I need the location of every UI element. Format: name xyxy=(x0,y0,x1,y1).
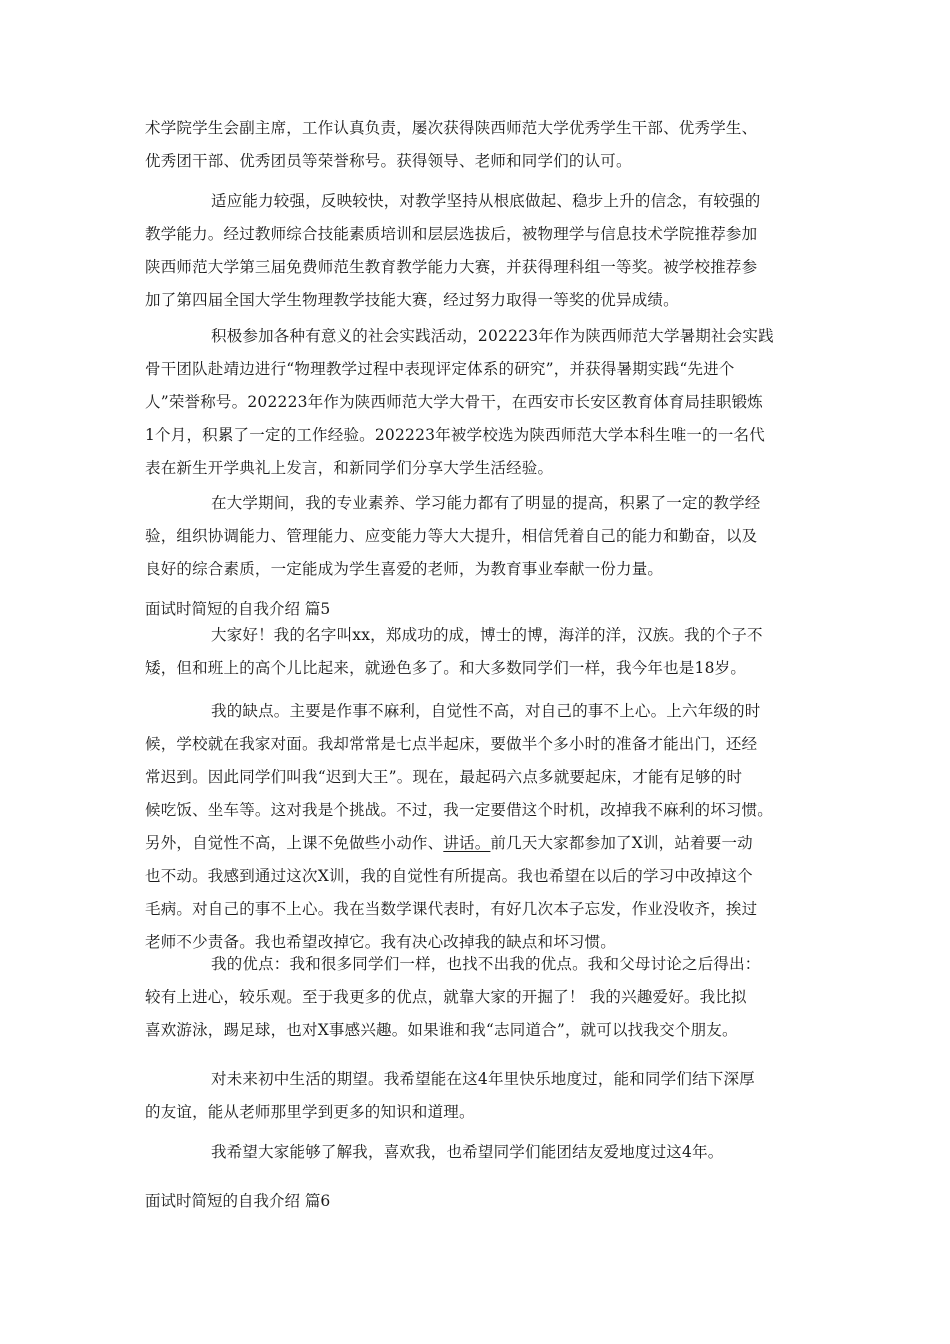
paragraph-line: 我的优点：我和很多同学们一样，也找不出我的优点。我和父母讨论之后得出： xyxy=(211,955,761,973)
paragraph-line: 加了第四届全国大学生物理教学技能大赛，经过努力取得一等奖的优异成绩。 xyxy=(145,291,679,309)
paragraph-line: 教学能力。经过教师综合技能素质培训和层层选拔后，被物理学与信息技术学院推荐参加 xyxy=(145,225,758,243)
paragraph-line: 候，学校就在我家对面。我却常常是七点半起床，要做半个多小时的准备才能出门，还经 xyxy=(145,735,758,753)
paragraph-line: 适应能力较强，反映较快，对教学坚持从根底做起、稳步上升的信念，有较强的 xyxy=(211,192,761,210)
paragraph-line-segment: 另外，自觉性不高，上课不免做些小动作、 xyxy=(145,834,444,852)
paragraph-line: 表在新生开学典礼上发言，和新同学们分享大学生活经验。 xyxy=(145,459,554,477)
paragraph-line: 矮，但和班上的高个儿比起来，就逊色多了。和大多数同学们一样，我今年也是18岁。 xyxy=(145,659,747,677)
paragraph-line xyxy=(145,827,753,860)
paragraph-line: 在大学期间，我的专业素养、学习能力都有了明显的提高，积累了一定的教学经 xyxy=(211,494,761,512)
paragraph-line: 我希望大家能够了解我，喜欢我，也希望同学们能团结友爱地度过这4年。 xyxy=(211,1143,724,1161)
paragraph-line: 人”荣誉称号。202223年作为陕西师范大学大骨干，在西安市长安区教育体育局挂职锻炼 xyxy=(145,393,763,411)
section-heading-6: 面试时简短的自我介绍 篇6 xyxy=(145,1192,331,1210)
paragraph-line: 术学院学生会副主席，工作认真负责，屡次获得陕西师范大学优秀学生干部、优秀学生、 xyxy=(145,119,758,137)
section-heading-5: 面试时简短的自我介绍 篇5 xyxy=(145,600,331,618)
paragraph-line: 也不动。我感到通过这次X训，我的自觉性有所提高。我也希望在以后的学习中改掉这个 xyxy=(145,867,753,885)
paragraph-line: 较有上进心，较乐观。至于我更多的优点，就靠大家的开掘了！ 我的兴趣爱好。我比拟 xyxy=(145,988,747,1006)
paragraph-line: 老师不少责备。我也希望改掉它。我有决心改掉我的缺点和坏习惯。 xyxy=(145,933,617,951)
paragraph-line: 积极参加各种有意义的社会实践活动，202223年作为陕西师范大学暑期社会实践 xyxy=(211,327,774,345)
paragraph-line: 大家好！我的名字叫xx，郑成功的成，博士的博，海洋的洋，汉族。我的个子不 xyxy=(211,626,763,644)
paragraph-line: 毛病。对自己的事不上心。我在当数学课代表时，有好几次本子忘发，作业没收齐，挨过 xyxy=(145,900,758,918)
paragraph-line: 的友谊，能从老师那里学到更多的知识和道理。 xyxy=(145,1103,475,1121)
paragraph-line: 验，组织协调能力、管理能力、应变能力等大大提升，相信凭着自己的能力和勤奋，以及 xyxy=(145,527,758,545)
paragraph-line: 陕西师范大学第三届免费师范生教育教学能力大赛，并获得理科组一等奖。被学校推荐参 xyxy=(145,258,758,276)
paragraph-line: 对未来初中生活的期望。我希望能在这4年里快乐地度过，能和同学们结下深厚 xyxy=(211,1070,755,1088)
paragraph-line: 良好的综合素质，一定能成为学生喜爱的老师，为教育事业奉献一份力量。 xyxy=(145,560,664,578)
paragraph-line-segment: 前几天大家都参加了X训，站着要一动 xyxy=(490,834,753,852)
paragraph-line: 优秀团干部、优秀团员等荣誉称号。获得领导、老师和同学们的认可。 xyxy=(145,152,632,170)
paragraph-line: 我的缺点。主要是作事不麻利，自觉性不高，对自己的事不上心。上六年级的时 xyxy=(211,702,761,720)
speech-link[interactable]: 讲话。 xyxy=(443,834,491,852)
paragraph-line: 1个月，积累了一定的工作经验。202223年被学校选为陕西师范大学本科生唯一的一名代 xyxy=(145,426,765,444)
paragraph-line: 常迟到。因此同学们叫我“迟到大王”。现在，最起码六点多就要起床，才能有足够的时 xyxy=(145,768,743,786)
paragraph-line: 候吃饭、坐车等。这对我是个挑战。不过，我一定要借这个时机，改掉我不麻利的坏习惯。 xyxy=(145,801,774,819)
paragraph-line: 喜欢游泳，踢足球，也对X事感兴趣。如果谁和我“志同道合”，就可以找我交个朋友。 xyxy=(145,1021,738,1039)
paragraph-line: 骨干团队赴靖边进行“物理教学过程中表现评定体系的研究”，并获得暑期实践“先进个 xyxy=(145,360,735,378)
